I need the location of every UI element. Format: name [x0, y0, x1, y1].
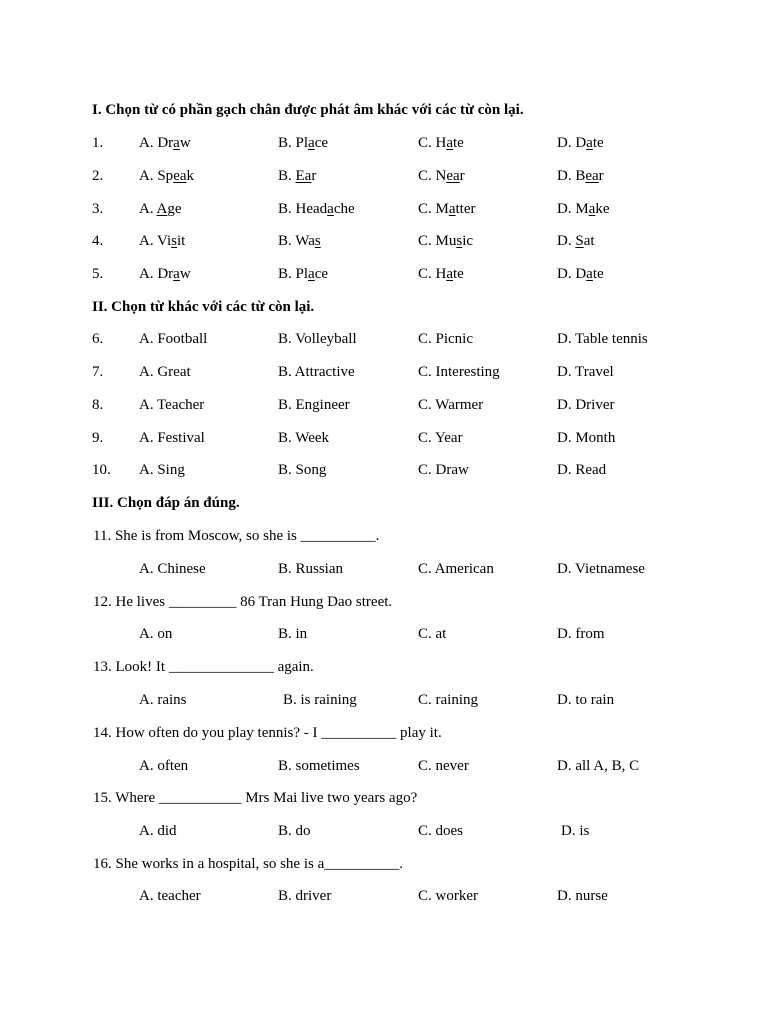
option-d: D. Make [557, 201, 610, 217]
question-number: 2. [92, 168, 104, 184]
option-c: C. Music [418, 233, 474, 249]
question-9 [0, 430, 768, 450]
option-b: B. Song [278, 462, 327, 478]
option-a: A. Festival [139, 430, 205, 446]
question-number: 9. [92, 430, 104, 446]
option-a: A. Speak [139, 168, 195, 184]
option-d: D. all A, B, C [557, 758, 640, 774]
question-number: 5. [92, 266, 104, 282]
question-12-text: 12. He lives _________ 86 Tran Hung Dao street. [93, 594, 393, 610]
option-d: D. to rain [557, 692, 615, 708]
option-b: B. Volleyball [278, 331, 357, 347]
option-b: B. Place [278, 135, 329, 151]
option-b: B. sometimes [278, 758, 360, 774]
option-a: A. on [139, 626, 173, 642]
question-6 [0, 331, 768, 351]
option-a: A. rains [139, 692, 187, 708]
option-d: D. is [561, 823, 590, 839]
question-number: 1. [92, 135, 104, 151]
question-8 [0, 397, 768, 417]
option-c: C. Warmer [418, 397, 484, 413]
option-c: C. never [418, 758, 469, 774]
section-3-heading: III. Chọn đáp án đúng. [92, 495, 240, 511]
question-3 [0, 201, 768, 221]
option-b: B. Ear [278, 168, 317, 184]
option-b: B. Place [278, 266, 329, 282]
option-c: C. does [418, 823, 463, 839]
option-a: A. Draw [139, 266, 191, 282]
question-number: 3. [92, 201, 104, 217]
option-c: C. at [418, 626, 447, 642]
question-5 [0, 266, 768, 286]
question-number: 6. [92, 331, 104, 347]
option-d: D. Vietnamese [557, 561, 645, 577]
section-2-heading: II. Chọn từ khác với các từ còn lại. [92, 299, 315, 315]
question-number: 10. [92, 462, 111, 478]
option-b: B. Was [278, 233, 321, 249]
option-c: C. Hate [418, 266, 464, 282]
question-16-options [0, 888, 768, 908]
option-c: C. Hate [418, 135, 464, 151]
option-d: D. Travel [557, 364, 614, 380]
question-13-options [0, 692, 768, 712]
question-1 [0, 135, 768, 155]
question-4 [0, 233, 768, 253]
option-d: D. Sat [557, 233, 595, 249]
option-c: C. Near [418, 168, 465, 184]
option-d: D. Date [557, 266, 604, 282]
question-10 [0, 462, 768, 482]
option-d: D. Month [557, 430, 616, 446]
option-c: C. Interesting [418, 364, 500, 380]
option-a: A. did [139, 823, 177, 839]
section-1-heading: I. Chọn từ có phần gạch chân được phát âm khác với các từ còn lại. [92, 102, 524, 118]
option-b: B. in [278, 626, 308, 642]
option-a: A. Chinese [139, 561, 206, 577]
option-b: B. driver [278, 888, 332, 904]
option-d: D. nurse [557, 888, 608, 904]
option-c: C. Matter [418, 201, 476, 217]
option-a: A. Football [139, 331, 208, 347]
question-14-options [0, 758, 768, 778]
option-b: B. is raining [283, 692, 357, 708]
question-number: 7. [92, 364, 104, 380]
option-b: B. Engineer [278, 397, 350, 413]
option-a: A. Age [139, 201, 182, 217]
option-a: A. Visit [139, 233, 186, 249]
question-15-text: 15. Where ___________ Mrs Mai live two years ago? [93, 790, 418, 806]
option-d: D. Read [557, 462, 607, 478]
option-a: A. teacher [139, 888, 201, 904]
option-c: C. Year [418, 430, 463, 446]
question-16-text: 16. She works in a hospital, so she is a__________. [93, 856, 403, 872]
option-a: A. Teacher [139, 397, 205, 413]
option-a: A. Sing [139, 462, 185, 478]
option-b: B. do [278, 823, 311, 839]
question-2 [0, 168, 768, 188]
option-c: C. Draw [418, 462, 469, 478]
option-a: A. often [139, 758, 189, 774]
question-14-text: 14. How often do you play tennis? - I __________ play it. [93, 725, 442, 741]
question-number: 4. [92, 233, 104, 249]
option-d: D. from [557, 626, 605, 642]
option-c: C. raining [418, 692, 478, 708]
option-c: C. worker [418, 888, 478, 904]
option-a: A. Draw [139, 135, 191, 151]
option-d: D. Date [557, 135, 604, 151]
option-b: B. Week [278, 430, 330, 446]
option-c: C. American [418, 561, 494, 577]
option-c: C. Picnic [418, 331, 473, 347]
question-7 [0, 364, 768, 384]
option-b: B. Russian [278, 561, 344, 577]
question-13-text: 13. Look! It ______________ again. [93, 659, 314, 675]
option-d: D. Table tennis [557, 331, 648, 347]
question-11-options [0, 561, 768, 581]
question-15-options [0, 823, 768, 843]
option-d: D. Driver [557, 397, 615, 413]
option-d: D. Bear [557, 168, 604, 184]
option-a: A. Great [139, 364, 191, 380]
question-11-text: 11. She is from Moscow, so she is __________. [93, 528, 380, 544]
question-12-options [0, 626, 768, 646]
option-b: B. Headache [278, 201, 355, 217]
question-number: 8. [92, 397, 104, 413]
option-b: B. Attractive [278, 364, 355, 380]
